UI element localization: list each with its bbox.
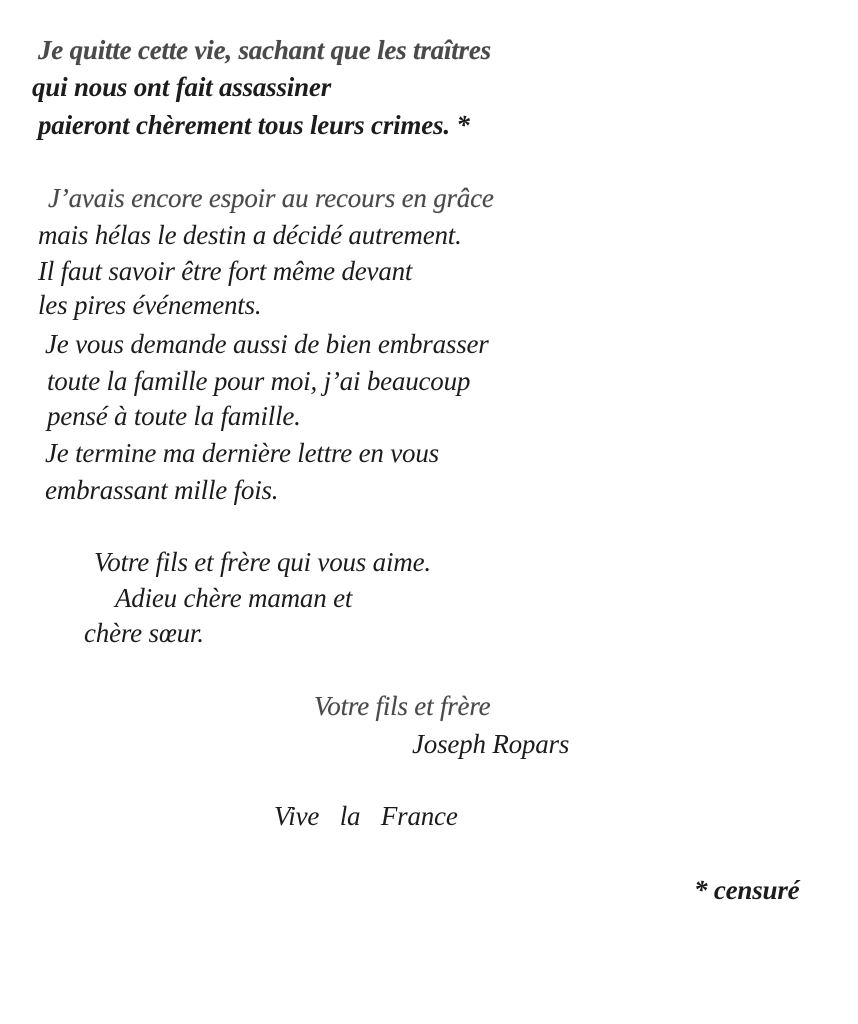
stanza-2-line-2: mais hélas le destin a décidé autrement. bbox=[38, 220, 462, 250]
stanza-2-line-1: J’avais encore espoir au recours en grâce bbox=[48, 183, 494, 213]
farewell-line-3: chère sœur. bbox=[84, 618, 204, 648]
stanza-1-line-1: Je quitte cette vie, sachant que les traîtres bbox=[38, 35, 491, 65]
signature-name: Joseph Ropars bbox=[412, 729, 570, 759]
footnote-censored: * censuré bbox=[694, 875, 800, 905]
farewell-line-1: Votre fils et frère qui vous aime. bbox=[94, 547, 431, 577]
stanza-2-line-5: Je vous demande aussi de bien embrasser bbox=[45, 329, 489, 359]
stanza-1-line-3: paieront chèrement tous leurs crimes. * bbox=[38, 110, 470, 140]
stanza-1-line-2: qui nous ont fait assassiner bbox=[32, 72, 332, 102]
farewell-line-2: Adieu chère maman et bbox=[115, 583, 353, 613]
signature-closing: Votre fils et frère bbox=[314, 691, 491, 721]
stanza-2-line-9: embrassant mille fois. bbox=[45, 475, 279, 505]
stanza-2-line-8: Je termine ma dernière lettre en vous bbox=[45, 438, 439, 468]
motto: Vive la France bbox=[274, 801, 458, 831]
stanza-2-line-4: les pires événements. bbox=[38, 290, 262, 320]
stanza-2-line-7: pensé à toute la famille. bbox=[47, 401, 301, 431]
stanza-2-line-3: Il faut savoir être fort même devant bbox=[38, 256, 413, 286]
stanza-2-line-6: toute la famille pour moi, j’ai beaucoup bbox=[47, 366, 471, 396]
